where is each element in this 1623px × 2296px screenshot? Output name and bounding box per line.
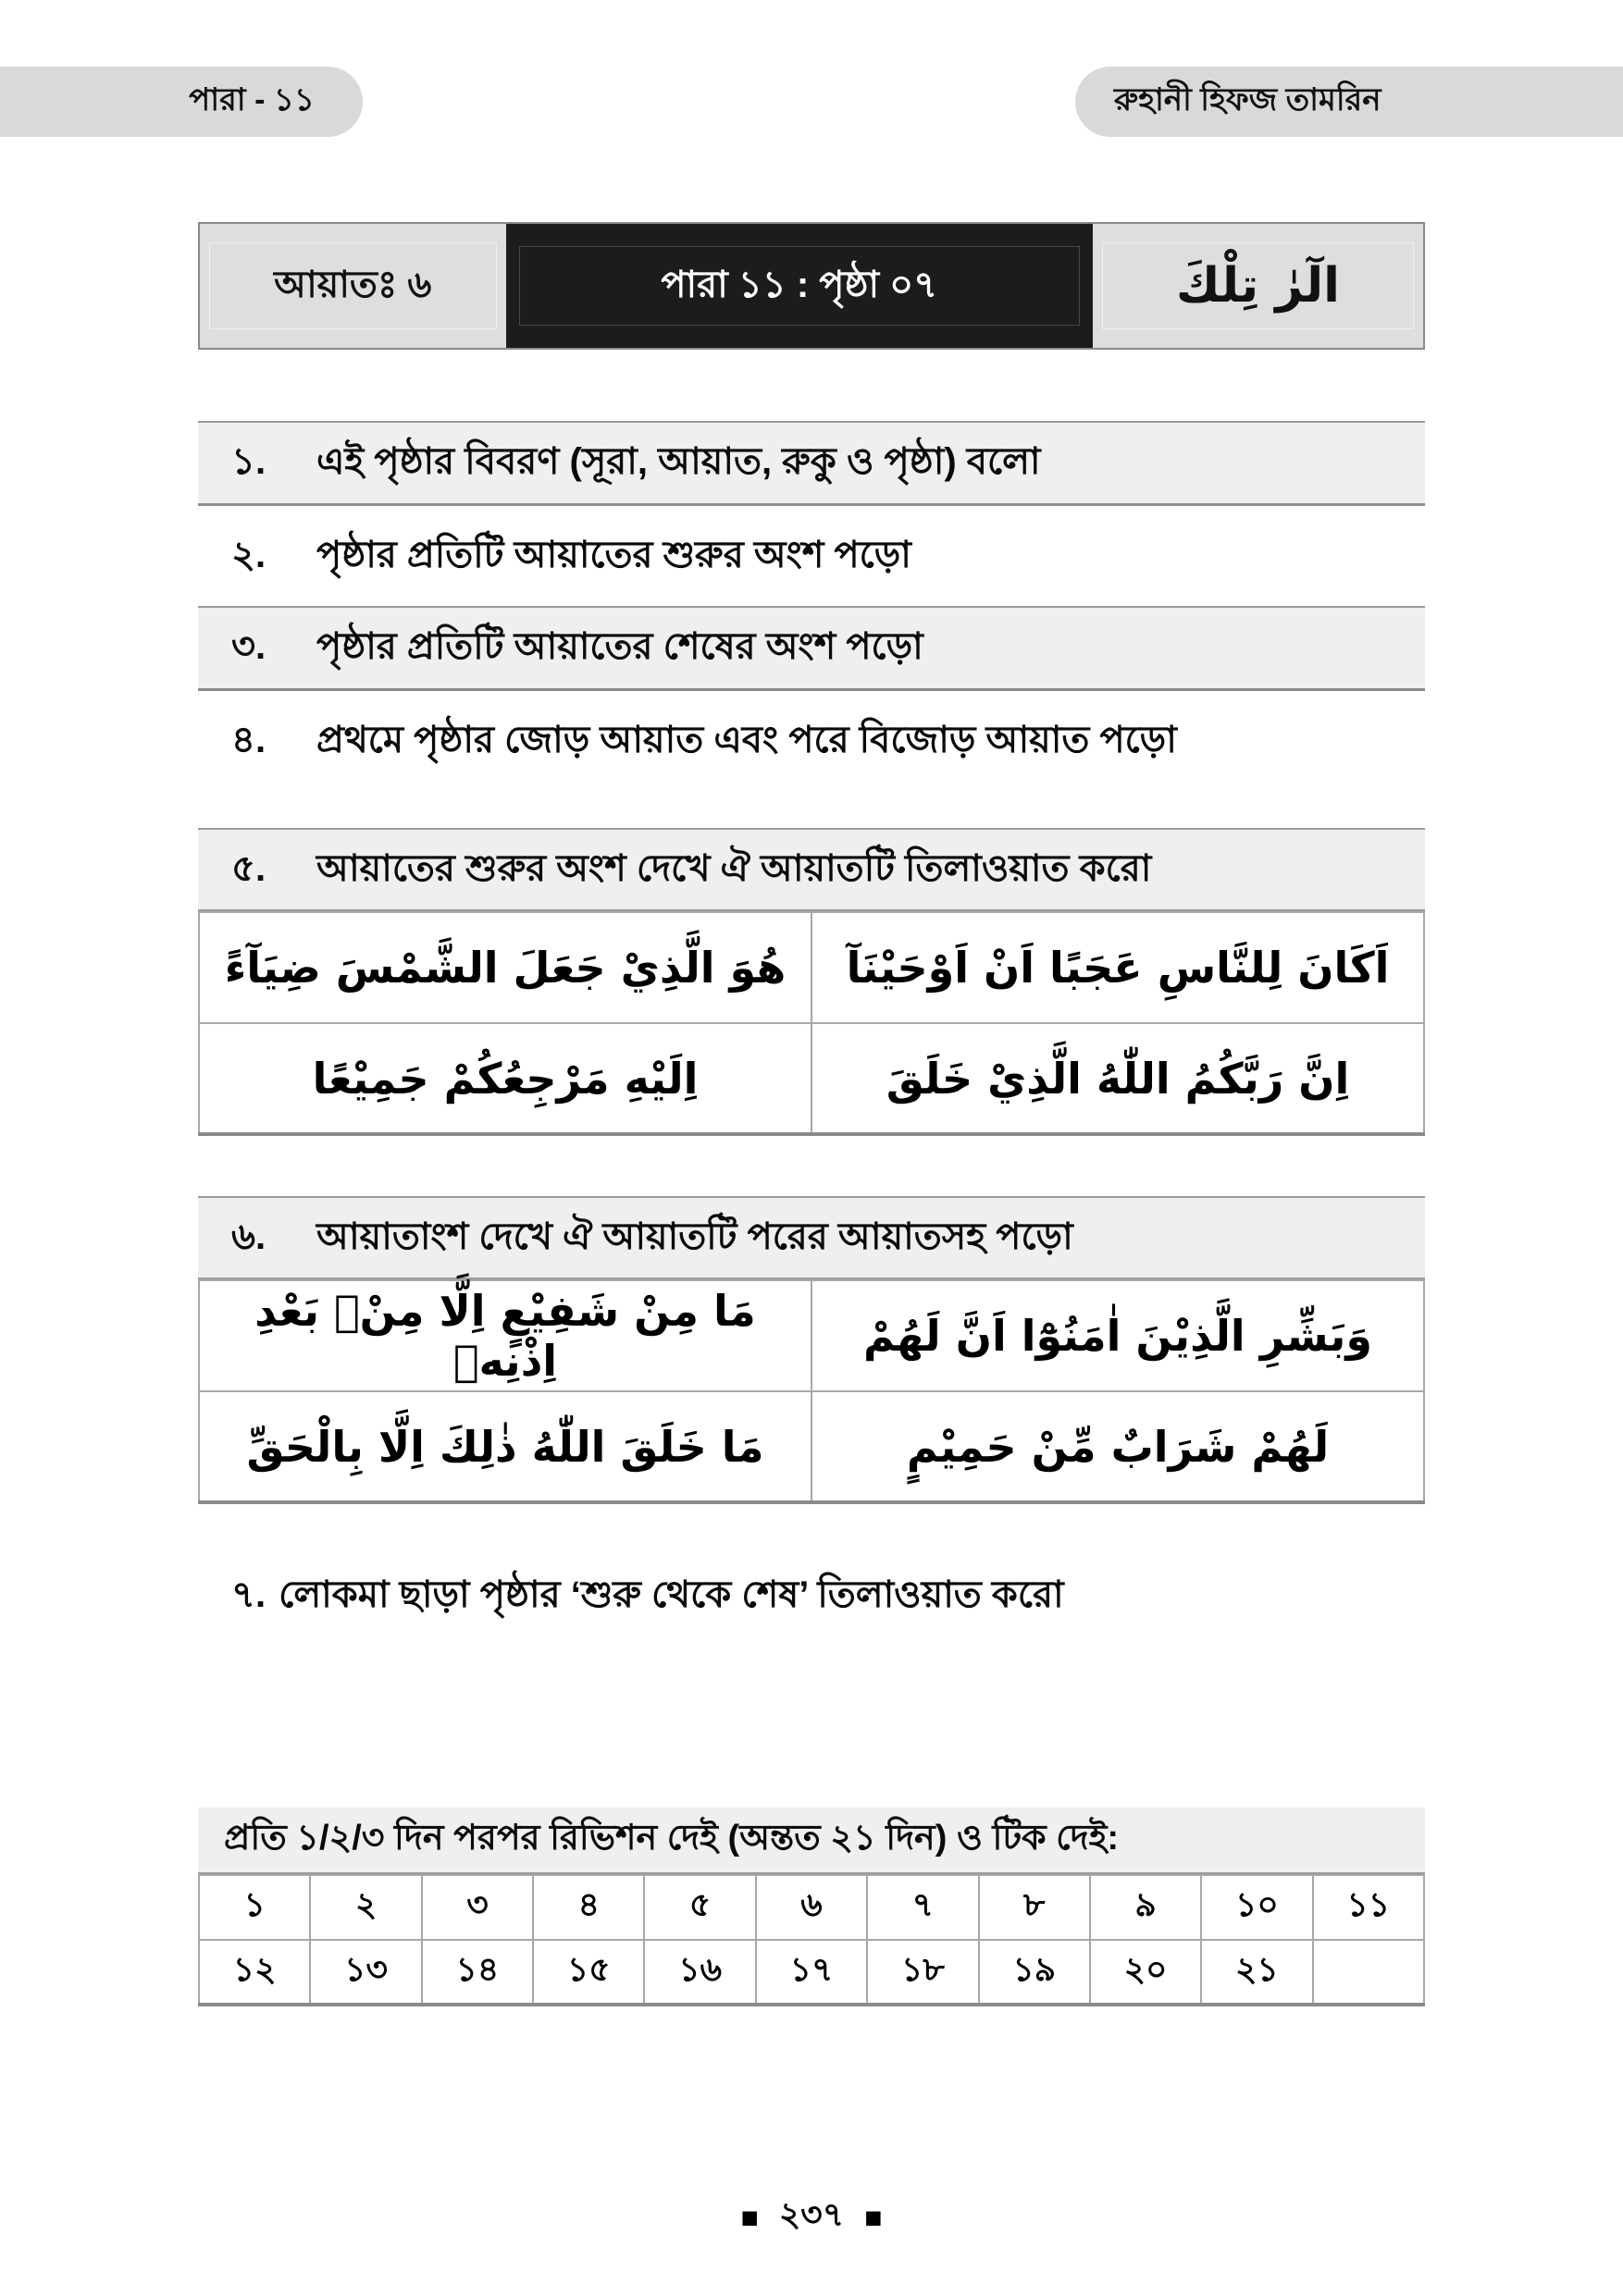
ayat-count-cell: আয়াতঃ ৬	[200, 224, 506, 348]
day-cell-6[interactable]: ৬	[756, 1875, 867, 1940]
table-row	[199, 1280, 1424, 1391]
day-cell-7[interactable]: ৭	[867, 1875, 978, 1940]
exercise7-instruction: লোকমা ছাড়া পৃষ্ঠার ‘শুরু থেকে শেষ’ তিলাওয়াত করো	[279, 1574, 1064, 1615]
exercise6-section	[198, 1196, 1425, 1504]
day-cell-4[interactable]: ৪	[533, 1875, 644, 1940]
day-cell-8[interactable]: ৮	[979, 1875, 1090, 1940]
ayah-cell: وَبَشِّرِ الَّذِيْنَ اٰمَنُوْٓا اَنَّ لَهُمْ	[812, 1280, 1424, 1391]
day-cell-16[interactable]: ১৬	[644, 1940, 755, 2005]
page-content	[198, 222, 1425, 2245]
ayah-cell: اِنَّ رَبَّكُمُ اللّٰهُ الَّذِيْ خَلَقَ	[812, 1023, 1424, 1134]
exercise6-title	[198, 1196, 1425, 1279]
day-cell-9[interactable]: ৯	[1090, 1875, 1201, 1940]
footer-square-icon: ■	[864, 2201, 883, 2234]
revision-section	[198, 1808, 1425, 2006]
ayah-cell: لَهُمْ شَرَابٌ مِّنْ حَمِيْمٍ	[812, 1391, 1424, 1502]
day-cell-1[interactable]: ১	[199, 1875, 310, 1940]
day-cell-2[interactable]: ২	[310, 1875, 421, 1940]
instruction-item-4	[198, 698, 1425, 784]
table-row	[199, 1875, 1424, 1940]
instruction-text: পৃষ্ঠার প্রতিটি আয়াতের শুরুর অংশ পড়ো	[316, 534, 911, 575]
ayah-cell: مَا خَلَقَ اللّٰهُ ذٰلِكَ اِلَّا بِالْحَقِّ	[199, 1391, 812, 1502]
exercise5-title	[198, 828, 1425, 911]
ayah-cell: هُوَ الَّذِيْ جَعَلَ الشَّمْسَ ضِيَآءً	[199, 912, 812, 1023]
page-footer	[198, 2190, 1425, 2245]
day-cell-5[interactable]: ৫	[644, 1875, 755, 1940]
day-cell-20[interactable]: ২০	[1090, 1940, 1201, 2005]
day-cell-21[interactable]: ২১	[1201, 1940, 1312, 2005]
instruction-item-3	[198, 606, 1425, 691]
page-number: ২৩৭	[778, 2195, 845, 2233]
instruction-number: ৪.	[231, 719, 266, 760]
exercise7-number: ৭.	[231, 1574, 266, 1615]
ayah-cell: اَكَانَ لِلنَّاسِ عَجَبًا اَنْ اَوْحَيْنَآ	[812, 912, 1424, 1023]
day-cell-11[interactable]: ১১	[1313, 1875, 1424, 1940]
instruction-number: ২.	[231, 534, 266, 575]
day-cell-15[interactable]: ১৫	[533, 1940, 644, 2005]
instruction-text: প্রথমে পৃষ্ঠার জোড় আয়াত এবং পরে বিজোড় আয়াত পড়ো	[316, 719, 1177, 760]
title-bar	[198, 222, 1425, 350]
header-para-text: পারা - ১১	[189, 81, 315, 117]
page-header	[0, 0, 1623, 137]
instruction-text: এই পৃষ্ঠার বিবরণ (সূরা, আয়াত, রুকু ও পৃষ্ঠা) বলো	[316, 441, 1041, 482]
exercise5-number: ৫.	[231, 847, 266, 889]
day-cell-13[interactable]: ১৩	[310, 1940, 421, 2005]
day-cell-17[interactable]: ১৭	[756, 1940, 867, 2005]
exercise5-title-text: আয়াতের শুরুর অংশ দেখে ঐ আয়াতটি তিলাওয়াত করো	[316, 847, 1152, 889]
day-cell-12[interactable]: ১২	[199, 1940, 310, 2005]
exercise6-ayah-table	[198, 1279, 1425, 1504]
exercise5-section	[198, 828, 1425, 1136]
ayah-cell: اِلَيْهِ مَرْجِعُكُمْ جَمِيْعًا	[199, 1023, 812, 1134]
day-cell-18[interactable]: ১৮	[867, 1940, 978, 2005]
exercise5-ayah-table	[198, 911, 1425, 1136]
instruction-text: পৃষ্ঠার প্রতিটি আয়াতের শেষের অংশ পড়ো	[316, 626, 923, 667]
day-cell-14[interactable]: ১৪	[422, 1940, 533, 2005]
instruction-number: ১.	[231, 441, 266, 482]
exercise7-text	[198, 1565, 1425, 1627]
table-row	[199, 1023, 1424, 1134]
para-page-cell: পারা ১১ : পৃষ্ঠা ০৭	[506, 224, 1094, 348]
day-cell-10[interactable]: ১০	[1201, 1875, 1312, 1940]
table-row	[199, 1391, 1424, 1502]
day-cell-empty[interactable]	[1313, 1940, 1424, 2005]
day-cell-19[interactable]: ১৯	[979, 1940, 1090, 2005]
table-row	[199, 1940, 1424, 2005]
exercise6-title-text: আয়াতাংশ দেখে ঐ আয়াতটি পরের আয়াতসহ পড়ো	[316, 1216, 1073, 1257]
instruction-number: ৩.	[231, 626, 266, 667]
instruction-item-2	[198, 513, 1425, 599]
ayah-cell: مَا مِنْ شَفِيْعٍ اِلَّا مِنْۢ بَعْدِ اِذْنِهٖ	[199, 1280, 812, 1391]
header-book-title-text: রুহানী হিফজ তামরিন	[1114, 81, 1381, 117]
revision-day-table	[198, 1874, 1425, 2006]
header-para-label	[0, 67, 363, 137]
revision-title: প্রতি ১/২/৩ দিন পরপর রিভিশন দেই (অন্তত ২১ দিন) ও টিক দেই:	[198, 1808, 1425, 1874]
instruction-list	[198, 421, 1425, 784]
header-book-title	[1075, 67, 1623, 137]
footer-square-icon: ■	[740, 2201, 759, 2234]
exercise6-number: ৬.	[231, 1216, 266, 1257]
table-row	[199, 912, 1424, 1023]
arabic-title-cell: الٓرٰ تِلْكَ	[1093, 224, 1423, 348]
day-cell-3[interactable]: ৩	[422, 1875, 533, 1940]
instruction-item-1	[198, 421, 1425, 506]
